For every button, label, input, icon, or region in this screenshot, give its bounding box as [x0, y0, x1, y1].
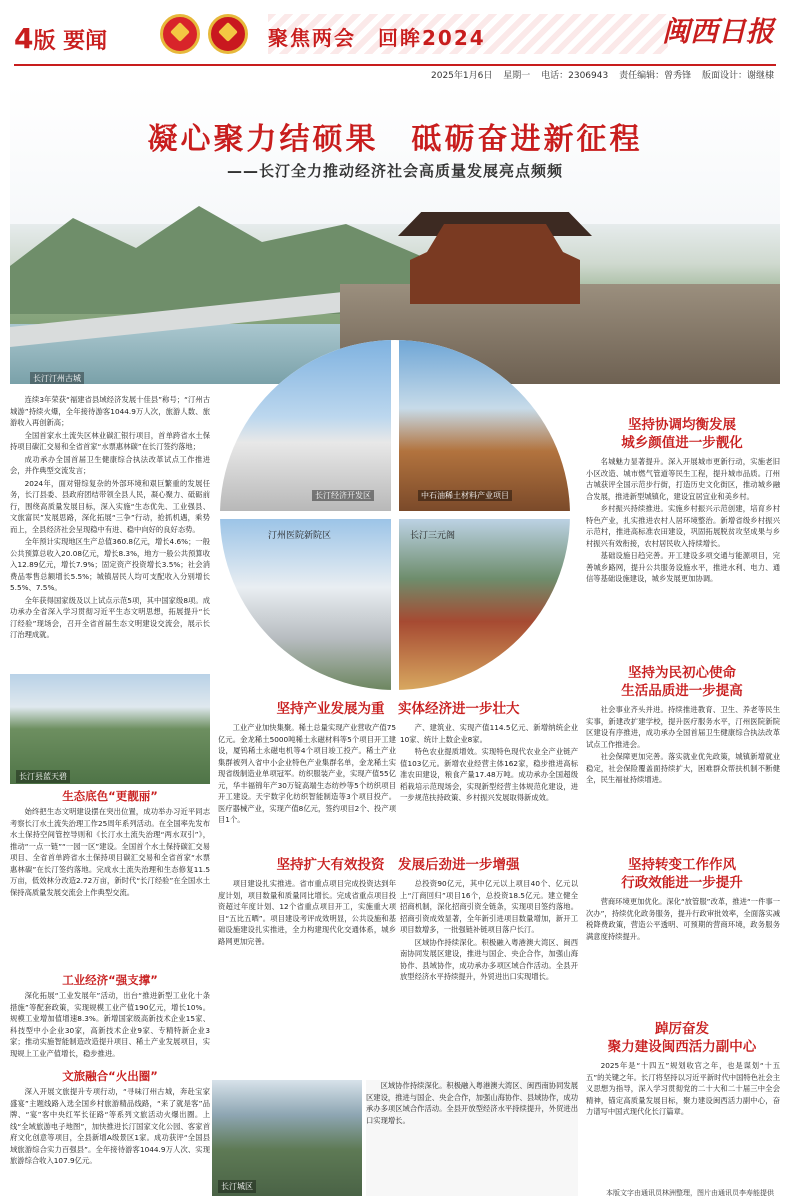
ecology-text — [10, 806, 210, 970]
invest-paragraph: 区域协作持续深化。积极融入粤港澳大湾区、闽西南协同发展区建设，推进与国企、央企合作，加强山海协作、县域协作，成功承办多项区域合作活动。全县开放型经济水平持续提升，外贸进出口实现增长。 — [366, 1081, 578, 1125]
phone: 电话：2306943 — [541, 71, 609, 81]
ecology-heading: 生态底色“更靓丽” — [62, 789, 158, 803]
invest-paragraph: 区域协作持续深化。积极融入粤港澳大湾区、闽西南协同发展区建设，推进与国企、央企合作，加强山海协作、县域协作，成功承办多项区域合作活动。全县开放型经济水平持续提升，外贸进出口实现增长。 — [400, 937, 578, 981]
invest-text-a — [218, 878, 396, 1076]
city-photo — [212, 1080, 362, 1196]
industry-paragraph: 产、建筑业、实现产值114.5亿元、新增纳统企业10家、统计上数企业8家。 — [400, 723, 578, 744]
masthead — [0, 0, 790, 80]
section-name: 要闻 — [63, 29, 108, 54]
invest-paragraph: 项目建设扎实推进。省市重点项目完成投资达到年度计划，项目数量和质量同比增长。完成省重点项目投资超过年度计划、12个省重点项目开工，实施重大项目“五比五晒”。项目建设考评成效明显，公共设施和基础设施建设扎实推进，全力构建现代化交通体系，城乡路网更加完善。 — [218, 879, 396, 946]
national-emblem-icon — [160, 14, 200, 54]
photo-collage — [220, 340, 570, 690]
invest-paragraph: 总投资90亿元，其中亿元以上项目40个、亿元以上“汀商回归”项目16个，总投资18.5亿元。建立健全招商机制，深化招商引资全链条，实现项目签约落地。招商引资成效显著，全年新引进项目数量增加，新开工项目数增多，一批强链补链项目落户长汀。 — [400, 879, 578, 934]
edition-number: 4 — [14, 22, 34, 55]
culture-text — [10, 1086, 210, 1194]
intro-paragraph: 成功承办全国首届卫生健康综合执法改革试点工作推进会，并作典型交流发言； — [10, 454, 210, 475]
invest-text-b — [400, 878, 578, 1076]
landscape-photo-caption: 长汀县蓝天碧 — [16, 770, 70, 783]
collage-caption: 汀州医院新院区 — [268, 531, 332, 541]
livelihood-paragraph: 社会事业齐头并进。持续推进教育、卫生、养老等民生实事，新建改扩建学校，提升医疗服务水平，汀州医院新院区建设有序推进，成功承办全国首届卫生健康综合执法改革试点工作推进会。 — [586, 705, 780, 749]
newspaper-logo: 闽西日报 — [661, 15, 774, 48]
culture-heading: 文旅融合“火出圈” — [62, 1069, 158, 1083]
designer: 版面设计：谢继棣 — [701, 71, 774, 81]
coordination-paragraph: 名城魅力显著提升。深入开展城市更新行动，实施老旧小区改造、城市燃气管道等民生工程，提升城市品质。汀州古城获评全国示范步行街，打造历史文化街区，推动城乡融合发展，推进新型城镇化，建设宜居宜业和美乡村。 — [586, 457, 780, 501]
industry-paragraph: 工业产业加快集聚。稀土总量实现产业营收产值75亿元。金龙稀土5000吨稀土永磁材料等5个项目开工建设，厦钨稀土永磁电机等4个项目竣工投产。稀土产业集群被列入省中小企业特色产业集群名单，金龙稀土实现省级制造业单项冠军。纺织服装产业，实现产值55亿元，华丰福锦年产30万锭高端生态纺纱等5个纺织项目开工建设。天宇数字化纺织智能制造等3个项目投产。医疗器械产业，实现产值8亿元，签约项目2个、投产项目1个。 — [218, 723, 396, 824]
ecology-paragraph: 始终把生态文明建设摆在突出位置，成功举办习近平同志考察长汀水土流失治理工作25周年系列活动。在全国率先发布水土保持空间管控导则和《长汀水土流失治理“两水双引”》，推动“一点一链”“一园一区”建设。全国首个水土保持碳汇交易项目、全省首单跨省水土保持项目碳汇交易和全省首家“水票惠林碳”在长汀签约落地。完成水土流失治理和生态修复11.5万亩，低效林分改造2.72万亩，新时代“长汀经验”在全国水土保持高质量发展交流会上作典型交流。 — [10, 807, 210, 897]
intro-paragraph: 全年预计实现地区生产总值360.8亿元，增长4.6%；一般公共预算总收入20.08亿元，增长8.3%，地方一般公共预算收入12.89亿元，增长7.9%；固定资产投资增长3.5%；社会消费品零售总额增长5.5%；城镇居民人均可支配收入分别增长5.5%、7.5%。 — [10, 537, 210, 592]
masthead-meta — [423, 68, 774, 81]
livelihood-heading: 坚持为民初心使命 生活品质进一步提高 — [621, 665, 743, 699]
issue-date: 2025年1月6日 — [431, 71, 493, 81]
collage-caption: 长汀经济开发区 — [312, 490, 374, 501]
city-photo-caption: 长汀城区 — [218, 1180, 256, 1193]
industry-left-heading: 工业经济“强支撑” — [62, 973, 158, 987]
efficiency-text — [586, 896, 780, 1012]
intro-paragraph: 2024年，面对错综复杂的外部环境和艰巨繁重的发展任务，长汀县委、县政府团结带领全县人民，凝心聚力、砥砺前行，围绕高质量发展目标，深入实施“生态优先、工业强县、文旅富民”发展思路，深化拓展“三争”行动，抢抓机遇，乘势而上，全县经济社会呈现稳中有进、稳中向好的良好态势。 — [10, 478, 210, 534]
outlook-text — [586, 1060, 780, 1184]
collage-photo — [220, 340, 391, 511]
headline: 凝心聚力结硕果 砥砺奋进新征程 — [147, 122, 643, 157]
invest-heading: 坚持扩大有效投资 发展后劲进一步增强 — [276, 857, 520, 873]
subheadline: ——长汀全力推动经济社会高质量发展亮点频频 — [226, 162, 563, 180]
livelihood-text — [586, 704, 780, 850]
outlook-heading: 踔厉奋发 聚力建设闽西活力副中心 — [607, 1021, 757, 1055]
intro-paragraph: 连续3年荣获“福建省县域经济发展十佳县”称号；“汀州古城游”持续火爆，全年接待游客1044.9万人次，旅游人数、旅游收入再创新高； — [10, 395, 210, 427]
intro-paragraph: 全国首家水土流失区林业碳汇银行项目，首单跨省水土保持项目碳汇交易和全省首家“水票惠林碳”在长汀签约落地； — [10, 430, 210, 451]
collage-photo — [399, 519, 570, 690]
hero-photo-caption: 长汀汀州古城 — [30, 372, 84, 384]
industry-left-paragraph: 深化拓展“工业发展年”活动，出台“推进新型工业化十条措施”等配套政策，实现规模工业产值190亿元，增长10%。规模工业增加值增速8.3%。新增国家级高新技术企业15家、科技型中小企业30家，高新技术企业9家、专精特新企业3家；推动实施智能制造改造提升项目、稀土产业发展项目，实现规上工业产值增长，稳步推进。 — [10, 991, 210, 1058]
byline-credit: 本版文字由通讯员林洲整理，图片由通讯员李寿能提供 — [606, 1189, 774, 1197]
outlook-paragraph: 2025年是“十四五”规划收官之年，也是谋划“十五五”的关键之年。长汀将坚持以习近平新时代中国特色社会主义思想为指导，深入学习贯彻党的二十大和二十届三中全会精神，锚定高质量发展目标，聚力建设闽西活力副中心，奋力谱写中国式现代化长汀篇章。 — [586, 1061, 780, 1116]
industry-paragraph: 特色农业提质增效。实现特色现代农业全产业链产值103亿元。新增农业经营主体162家，稳步推进高标准农田建设，粮食产量17.48万吨。成功承办全国超级稻栽培示范现场会，实现新型经营主体规范化建设，进一步规范扶持政策、乡村振兴发展取得新成效。 — [400, 747, 578, 802]
efficiency-paragraph: 营商环境更加优化。深化“放管服”改革，推进“一件事一次办”，持续优化政务服务，提升行政审批效率，全面落实减税降费政策，营造公平透明、可预期的营商环境，政务服务满意度持续提升。 — [586, 897, 780, 941]
collage-caption: 长汀三元阁 — [410, 531, 456, 541]
hero-photo — [10, 84, 780, 384]
coordination-text — [586, 456, 780, 656]
livelihood-paragraph: 社会保障更加完善。落实就业优先政策，城镇新增就业稳定，社会保险覆盖面持续扩大，困难群众帮扶机制不断健全，民生福祉持续增进。 — [586, 752, 780, 784]
focus-banner: 聚焦两会 回眸2024 — [268, 26, 486, 50]
edition-label — [14, 22, 107, 55]
collage-photo — [220, 519, 391, 690]
industry-heading: 坚持产业发展为重 实体经济进一步壮大 — [276, 701, 520, 717]
culture-paragraph: 深入开展文旅提升专项行动，“寻味汀州古城，奔赴宝家盛宴”主题线路入选全国乡村旅游精品线路，“来了就是客”品牌、“宴”客中央红军长征路“等系列文旅活动火爆出圈。上线“全域旅游电子地图”，加快推进长汀国家文化公园、客家首府文化创意等项目，全县新增A级景区1家。成功获评“全国县域旅游综合实力百强县”。全年接待游客1044.9万人次、实现旅游综合收入107.9亿元。 — [10, 1087, 210, 1165]
efficiency-heading: 坚持转变工作作风 行政效能进一步提升 — [621, 857, 743, 891]
industry-text-b — [400, 722, 578, 852]
cppcc-emblem-icon — [208, 14, 248, 54]
coordination-heading: 坚持协调均衡发展 城乡颜值进一步靓化 — [621, 417, 743, 451]
invest-continued — [366, 1080, 578, 1196]
masthead-rule — [14, 64, 776, 66]
coordination-paragraph: 基础设施日趋完善。开工建设多项交通与能源项目，完善城乡路网，提升公共服务设施水平，推进水利、电力、通信等基础设施建设，城乡发展更加协调。 — [586, 551, 780, 583]
intro-paragraph: 全年获得国家级及以上试点示范5项，其中国家级8项。成功承办全省深入学习贯彻习近平生态文明思想，拓展提升“长汀经验”现场会，召开全省首届生态文明建设交流会，展示长汀治理成就。 — [10, 595, 210, 639]
issue-weekday: 星期一 — [503, 71, 531, 81]
coordination-paragraph: 乡村振兴持续推进。实施乡村振兴示范创建，培育乡村特色产业，扎实推进农村人居环境整治。新增省级乡村振兴示范村，推进高标准农田建设，巩固拓展脱贫攻坚成果与乡村振兴有效衔接，农村居民收入持续增长。 — [586, 504, 780, 548]
collage-photo — [399, 340, 570, 511]
industry-text-a — [218, 722, 396, 852]
landscape-photo — [10, 674, 210, 784]
editor: 责任编辑：曾秀锋 — [619, 71, 692, 81]
collage-caption: 中石油稀土材料产业项目 — [418, 490, 512, 501]
industry-left-text — [10, 990, 210, 1066]
left-column-intro — [10, 394, 210, 666]
hero-tower — [410, 224, 580, 304]
edition-suffix: 版 — [33, 29, 56, 54]
